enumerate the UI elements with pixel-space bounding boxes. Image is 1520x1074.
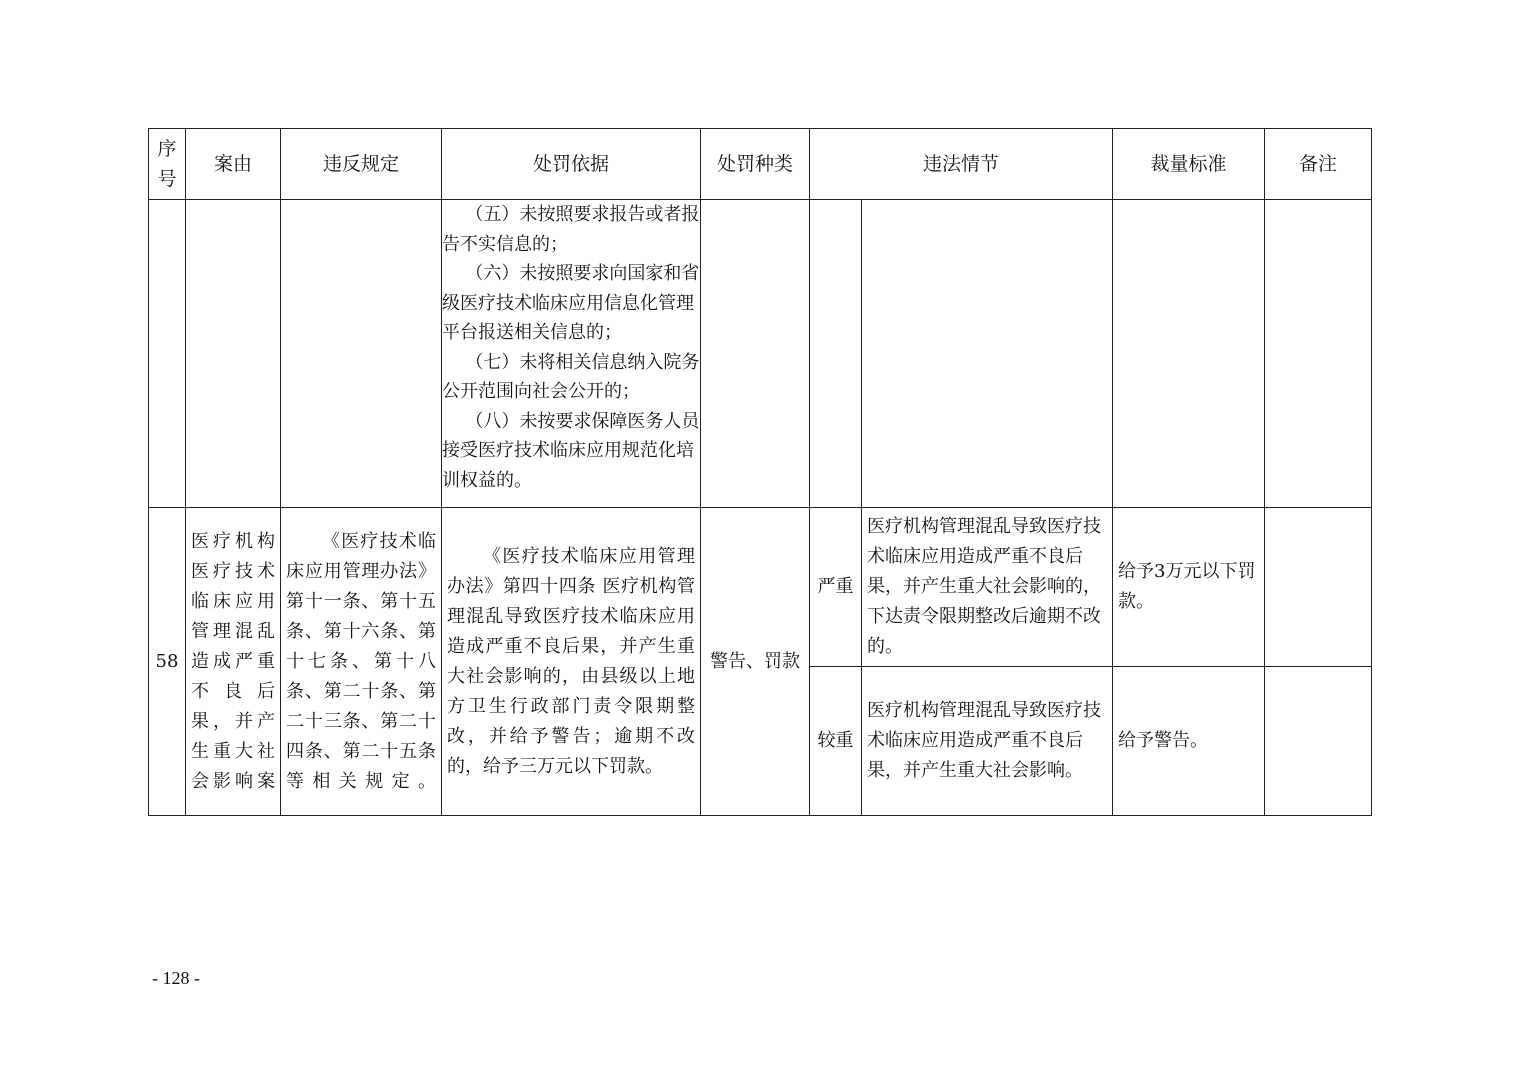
header-violation: 违反规定 [281,129,442,200]
standard-severe: 给予3万元以下罚款。 [1118,561,1256,612]
standard-moderate: 给予警告。 [1118,730,1209,751]
page-number: - 128 - [152,968,200,988]
circumstance-moderate: 医疗机构管理混乱导致医疗技术临床应用造成严重不良后果，并产生重大社会影响。 [867,700,1101,781]
remark-severe [1265,508,1372,667]
circumstance-severe: 医疗机构管理混乱导致医疗技术临床应用造成严重不良后果，并产生重大社会影响的，下达责令限期整改后逾期不改的。 [867,516,1101,657]
header-circumstances: 违法情节 [810,129,1113,200]
header-penalty-type: 处罚种类 [701,129,810,200]
cont-violation-cell [281,200,442,508]
cont-case-cell [186,200,281,508]
row58-violation-cell [281,508,442,816]
row58-basis: 《医疗技术临床应用管理办法》第四十四条 医疗机构管理混乱导致医疗技术临床应用造成严重不良后果，并产生重大社会影响的，由县级以上地方卫生行政部门责令限期整改，并给予警告；逾期不改的，给予三万元以下罚款。 [447,545,695,777]
cont-basis-cell [442,200,701,508]
cont-penalty-type-cell [701,200,810,508]
cont-remarks-cell [1265,200,1372,508]
row58-basis-cell [442,508,701,816]
cont-level-cell [810,200,862,508]
cont-seq-cell [149,200,186,508]
table-row-58-severe [149,508,1372,667]
cont-circumstance-cell [862,200,1113,508]
circumstance-severe-cell [862,508,1113,667]
basis-item: （五）未按照要求报告或者报告不实信息的； [442,204,700,255]
table-row-continuation [149,200,1372,508]
header-standard: 裁量标准 [1113,129,1265,200]
penalty-standard-table [148,128,1372,816]
level-moderate: 较重 [810,667,862,816]
header-case: 案由 [186,129,281,200]
remark-moderate [1265,667,1372,816]
basis-item: （八）未按要求保障医务人员接受医疗技术临床应用规范化培训权益的。 [442,410,700,491]
header-seq: 序号 [149,129,186,200]
standard-severe-cell [1113,508,1265,667]
cont-standard-cell [1113,200,1265,508]
row58-penalty-type: 警告、罚款 [701,508,810,816]
circumstance-moderate-cell [862,667,1113,816]
row58-case-cell [186,508,281,816]
row58-violation: 《医疗技术临床应用管理办法》第十一条、第十五条、第十六条、第十七条、第十八条、第二十条、第二十三条、第二十四条、第二十五条等相关规定。 [286,530,436,792]
basis-item: （六）未按照要求向国家和省级医疗技术临床应用信息化管理平台报送相关信息的； [442,263,700,343]
level-severe: 严重 [810,508,862,667]
row58-case: 医疗机构医疗技术临床应用管理混乱造成严重不良后果，并产生重大社会影响案 [191,530,275,792]
basis-item: （七）未将相关信息纳入院务公开范围向社会公开的； [442,351,700,402]
header-remarks: 备注 [1265,129,1372,200]
table-header-row [149,129,1372,200]
header-basis: 处罚依据 [442,129,701,200]
standard-moderate-cell [1113,667,1265,816]
row58-seq: 58 [149,508,186,816]
